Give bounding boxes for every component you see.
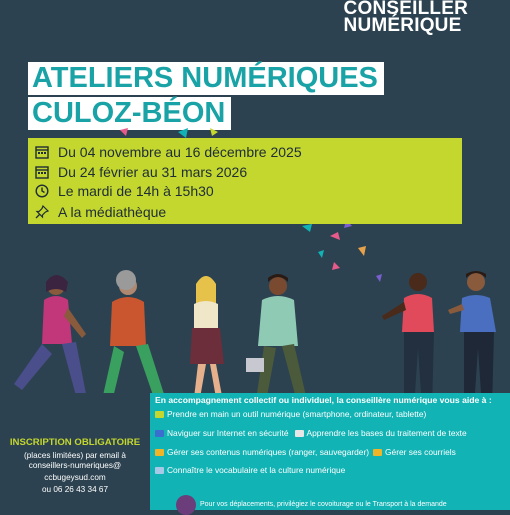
date-row-2 bbox=[34, 164, 247, 180]
date-2: Du 24 février au 31 mars 2026 bbox=[58, 164, 248, 180]
clock-icon bbox=[34, 183, 50, 199]
person-1 bbox=[14, 275, 86, 396]
inscription-line-1: (places limitées) par email à bbox=[24, 451, 126, 460]
folder-icon bbox=[155, 449, 164, 456]
help-heading: En accompagnement collectif ou individuel, la conseillère numérique vous aide à : bbox=[155, 395, 492, 405]
time-row bbox=[34, 183, 214, 199]
envelope-icon bbox=[373, 449, 382, 456]
help-item-2a-text: Naviguer sur Internet en sécurité bbox=[167, 428, 289, 438]
pin-icon bbox=[34, 204, 50, 220]
info-box bbox=[28, 138, 462, 224]
place-text: A la médiathèque bbox=[58, 204, 167, 220]
date-1: Du 04 novembre au 16 décembre 2025 bbox=[58, 144, 302, 160]
keyboard-icon bbox=[295, 430, 304, 437]
help-item-1 bbox=[155, 409, 426, 419]
help-item-3a-text: Gérer ses contenus numériques (ranger, sauvegarder) bbox=[167, 447, 370, 457]
person-5 bbox=[382, 273, 434, 408]
help-item-4 bbox=[155, 465, 345, 475]
brand-line-2: NUMÉRIQUE bbox=[343, 15, 462, 36]
date-row-1 bbox=[34, 144, 302, 160]
title-line-2: CULOZ-BÉON bbox=[28, 97, 231, 130]
help-item-4-text: Connaître le vocabulaire et la culture numérique bbox=[167, 465, 346, 475]
title-line-1: ATELIERS NUMÉRIQUES bbox=[28, 62, 384, 95]
person-6 bbox=[448, 271, 496, 408]
help-item-3 bbox=[155, 447, 456, 457]
time-text: Le mardi de 14h à 15h30 bbox=[58, 183, 214, 199]
inscription-panel bbox=[0, 393, 150, 510]
help-item-1-text: Prendre en main un outil numérique (smartphone, ordinateur, tablette) bbox=[167, 409, 427, 419]
calendar-icon bbox=[34, 164, 50, 180]
inscription-title: INSCRIPTION OBLIGATOIRE bbox=[9, 437, 141, 448]
inscription-email[interactable]: conseillers-numeriques@ bbox=[28, 461, 122, 470]
laptop-icon bbox=[155, 411, 164, 418]
place-row bbox=[34, 204, 166, 220]
inscription-domain: ccbugeysud.com bbox=[44, 473, 106, 482]
calendar-icon bbox=[34, 144, 50, 160]
inscription-phone[interactable]: ou 06 26 43 34 67 bbox=[41, 485, 109, 494]
help-item-2 bbox=[155, 428, 467, 438]
network-icon bbox=[155, 467, 164, 474]
person-2 bbox=[102, 270, 164, 402]
person-3 bbox=[190, 276, 224, 398]
help-item-3b-text: Gérer ses courriels bbox=[385, 447, 456, 457]
globe-icon bbox=[155, 430, 164, 437]
person-4 bbox=[246, 274, 306, 402]
brand-line-1: CONSEILLER bbox=[343, 0, 468, 19]
help-item-2b-text: Apprendre les bases du traitement de texte bbox=[306, 428, 467, 438]
transport-footer: Pour vos déplacements, privilégiez le covoiturage ou le Transport à la demande bbox=[200, 501, 447, 508]
car-icon bbox=[176, 495, 196, 515]
